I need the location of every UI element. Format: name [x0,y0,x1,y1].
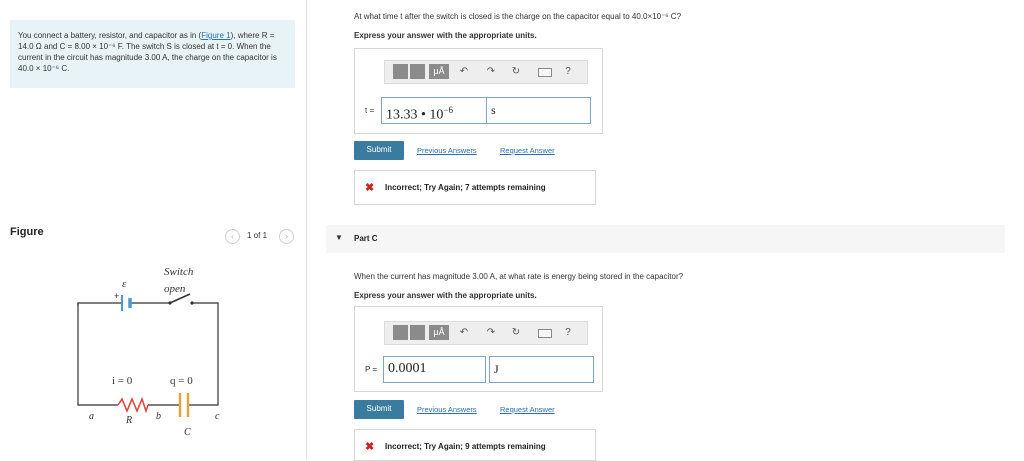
node-a-label: a [89,411,94,422]
partc-feedback [354,429,596,461]
circuit-diagram [60,255,260,445]
partc-unit-input[interactable]: J [489,356,594,383]
partb-question: At what time t after the switch is closed is the charge on the capacitor equal to 40.0×10⁻⁶ C? [354,12,682,21]
wire-top-left [78,303,122,306]
switch-state-label: open [164,283,186,295]
problem-statement-box [10,20,295,88]
partc-toolbar [384,321,588,345]
partc-variable-label: P = [365,365,378,374]
figure-pager: 1 of 1 [247,231,268,240]
node-b-label: b [156,411,161,422]
battery-symbol [122,295,130,311]
resistor-symbol [118,399,148,411]
undo-icon[interactable]: ↶ [459,66,469,77]
help-button[interactable]: ? [565,327,571,338]
partb-previous-answers-link[interactable]: Previous Answers [417,146,477,155]
partc-answer-box [354,306,603,392]
undo-icon[interactable]: ↶ [459,327,469,338]
partc-question: When the current has magnitude 3.00 A, at what rate is energy being stored in the capacitor? [354,272,684,281]
switch-label: Switch [164,266,194,278]
wire-top-right [188,303,218,405]
x-icon: ✖ [365,182,375,194]
partb-submit-button[interactable]: Submit [354,141,404,160]
keyboard-icon[interactable] [538,329,552,338]
partc-request-answer-link[interactable]: Request Answer [500,405,555,414]
caret-down-icon[interactable]: ▼ [335,233,343,242]
partc-instruction: Express your answer with the appropriate units. [354,291,537,300]
partc-previous-answers-link[interactable]: Previous Answers [417,405,477,414]
partb-request-answer-link[interactable]: Request Answer [500,146,555,155]
x-icon: ✖ [365,441,375,453]
problem-text [18,30,290,74]
partc-title: Part C [354,234,378,243]
templates-icon[interactable] [393,64,408,79]
capacitor-label: C [184,427,191,438]
resistor-label: R [126,415,133,426]
partb-variable-label: t = [365,106,375,115]
templates-icon[interactable] [393,325,408,340]
panel-divider [306,0,307,459]
partb-instruction: Express your answer with the appropriate units. [354,31,537,40]
partb-value-input[interactable] [381,97,487,124]
partc-submit-button[interactable]: Submit [354,400,404,419]
partb-feedback-text: Incorrect; Try Again; 7 attempts remaining [385,183,546,192]
battery-plus-label: + [114,291,120,301]
chevron-left-icon[interactable]: ‹ [225,229,240,244]
partb-unit-input[interactable]: s [486,97,591,124]
wire-left [78,303,118,405]
figure-link[interactable]: Figure 1 [201,31,231,40]
problem-text-part1: You connect a battery, resistor, and capacitor as in ( [18,31,202,40]
fraction-icon[interactable] [410,325,425,340]
reset-icon[interactable]: ↻ [511,327,521,338]
help-button[interactable]: ? [565,66,571,77]
partb-toolbar [384,60,588,84]
partb-value-mantissa: 13.33 • 10 [386,107,444,123]
current-label: i = 0 [112,375,133,387]
reset-icon[interactable]: ↻ [511,66,521,77]
partb-answer-box [354,48,603,134]
keyboard-icon[interactable] [538,68,552,77]
switch-symbol [168,294,193,305]
units-button[interactable]: μÅ [429,64,449,79]
chevron-right-icon[interactable]: › [279,229,294,244]
problem-text-part2: ), where R = 14.0 Ω and C = 8.00 × 10⁻⁶ F. The switch S is closed at t = 0. When the current in the circuit has magnitude 3.00 A, the charge on the capacitor is 40.0 × 10⁻⁶ C. [18,31,277,73]
redo-icon[interactable]: ↷ [486,327,496,338]
partb-value-exponent: −6 [443,105,453,115]
partc-header[interactable] [326,225,1005,253]
partc-feedback-text: Incorrect; Try Again; 9 attempts remaining [385,442,546,451]
partb-feedback [354,170,596,205]
redo-icon[interactable]: ↷ [486,66,496,77]
node-c-label: c [215,411,220,422]
capacitor-symbol [180,393,188,417]
emf-label: ε [122,278,127,290]
figure-heading: Figure [10,226,44,238]
charge-label: q = 0 [170,375,193,387]
units-button[interactable]: μÅ [429,325,449,340]
fraction-icon[interactable] [410,64,425,79]
partc-value-input[interactable]: 0.0001 [383,356,486,383]
